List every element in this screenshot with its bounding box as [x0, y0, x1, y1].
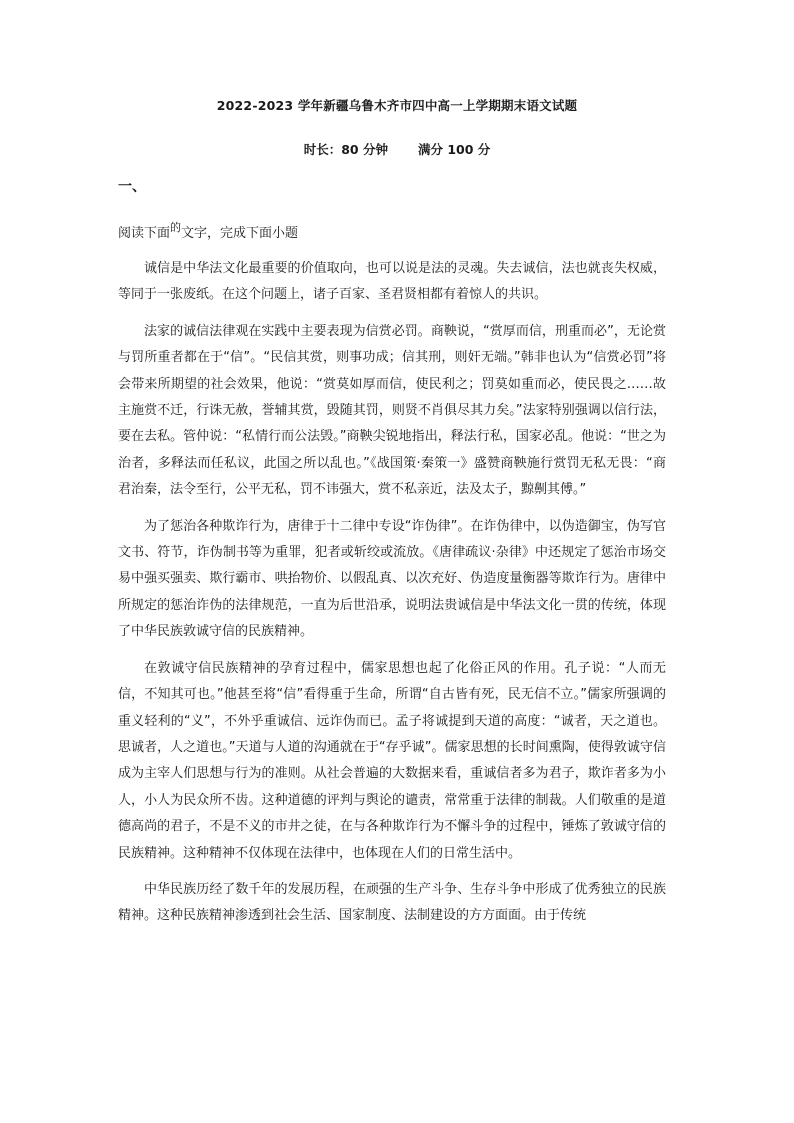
passage-body: [118, 256, 666, 940]
instruction-text-before: 阅读下面: [118, 226, 171, 241]
page-title: 2022-2023 学年新疆乌鲁木齐市四中高一上学期期末语文试题: [216, 98, 578, 113]
passage-paragraph: 在敦诚守信民族精神的孕育过程中，儒家思想也起了化俗正风的作用。孔子说：“人而无信，不知其可也。”他甚至将“信”看得重于生命，所谓“自古皆有死，民无信不立。”儒家所强调的重义轻利的“义”，不外乎重诚信、远诈伪而已。孟子将诚提到天道的高度：“诚者，天之道也。思诚者，人之道也。”天道与人道的沟通就在于“存乎诚”。儒家思想的长时间熏陶，使得敦诚守信成为主宰人们思想与行为的准则。从社会普遍的大数据来看，重诚信者多为君子，欺诈者多为小人，小人为民众所不齿。这种道德的评判与舆论的谴责，常常重于法律的制裁。人们敬重的是道德高尚的君子，不是不义的市井之徒，在与各种欺诈行为不懈斗争的过程中，锤炼了敦诚守信的民族精神。这种精神不仅体现在法律中，也体现在人们的日常生活中。: [118, 660, 666, 861]
passage-paragraph: 中华民族历经了数千年的发展历程，在顽强的生产斗争、生存斗争中形成了优秀独立的民族精神。这种民族精神渗透到社会生活、国家制度、法制建设的方方面面。由于传统: [118, 881, 666, 924]
exam-score: 满分 100 分: [417, 142, 491, 157]
exam-meta: [0, 140, 794, 158]
passage-paragraph: 诚信是中华法文化最重要的价值取向，也可以说是法的灵魂。失去诚信，法也就丧失权威，等同于一张废纸。在这个问题上，诸子百家、圣君贤相都有着惊人的共识。: [118, 261, 666, 303]
exam-duration: 时长：80 分钟: [303, 142, 388, 157]
instruction-text-after: 文字，完成下面小题: [181, 226, 299, 241]
instruction-superscript: 的: [170, 221, 182, 234]
section-number: 一、: [118, 179, 146, 195]
passage-paragraph: 法家的诚信法律观在实践中主要表现为信赏必罚。商鞅说，“赏厚而信，刑重而必”，无论赏与罚所重者都在于“信”。“民信其赏，则事功成；信其刑，则奸无端。”韩非也认为“信赏必罚”将会带来所期望的社会效果，他说：“赏莫如厚而信，使民利之；罚莫如重而必，使民畏之……故主施赏不迁，行诛无赦，誉辅其赏，毁随其罚，则贤不肖俱尽其力矣。”法家特别强调以信行法，要在去私。管仲说：“私情行而公法毁。”商鞅尖锐地指出，释法行私，国家必乱。他说：“世之为治者，多释法而任私议，此国之所以乱也。”《战国策·秦策一》盛赞商鞅施行赏罚无私无畏：“商君治秦，法令至行，公平无私，罚不讳强大，赏不私亲近，法及太子，黥劓其傅。”: [118, 323, 666, 498]
passage-paragraph: 为了惩治各种欺诈行为，唐律于十二律中专设“诈伪律”。在诈伪律中，以伪造御宝，伪写官文书、符节，诈伪制书等为重罪，犯者或斩绞或流放。《唐律疏议·杂律》中还规定了惩治市场交易中强买强卖、欺行霸市、哄抬物价、以假乱真、以次充好、伪造度量衡器等欺诈行为。唐律中所规定的惩治诈伪的法律规范，一直为后世沿承，说明法贵诚信是中华法文化一贯的传统，体现了中华民族敦诚守信的民族精神。: [118, 518, 666, 640]
reading-instruction: [118, 222, 298, 241]
